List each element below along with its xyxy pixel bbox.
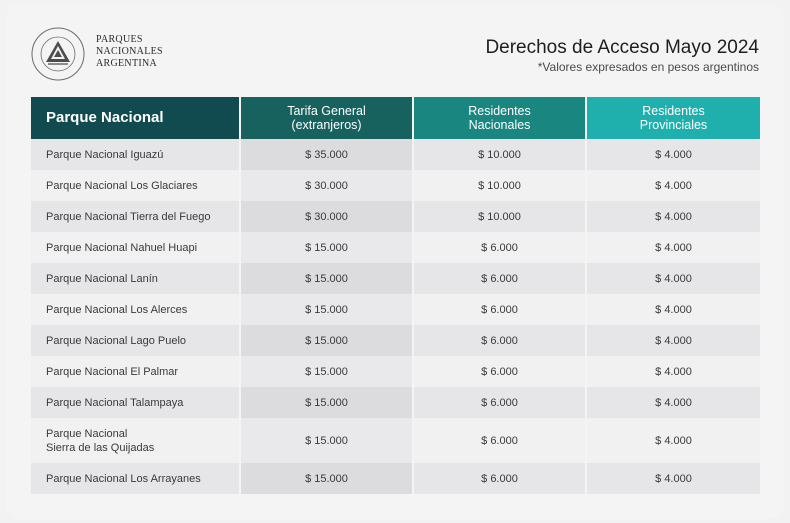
general-fee-cell: $ 15.000	[241, 294, 414, 325]
park-name-cell	[31, 232, 241, 263]
park-name-line: Parque Nacional El Palmar	[46, 365, 179, 378]
logo-line: ARGENTINA	[96, 58, 158, 69]
general-fee-cell: $ 15.000	[241, 387, 414, 418]
park-name-line: Parque Nacional Lanín	[46, 272, 158, 285]
provincial-fee-cell: $ 4.000	[587, 263, 760, 294]
page-title: Derechos de Acceso Mayo 2024	[485, 37, 759, 58]
national-fee-cell: $ 6.000	[414, 232, 587, 263]
provincial-fee-cell: $ 4.000	[587, 170, 760, 201]
table-row	[31, 263, 760, 294]
national-fee-cell: $ 6.000	[414, 263, 587, 294]
national-fee-cell: $ 6.000	[414, 294, 587, 325]
column-header-general	[241, 97, 414, 139]
provincial-fee-cell: $ 4.000	[587, 418, 760, 463]
general-fee-cell: $ 15.000	[241, 418, 414, 463]
parques-nacionales-seal-icon	[30, 26, 86, 82]
table-row	[31, 201, 760, 232]
park-name-cell	[31, 263, 241, 294]
general-fee-cell: $ 30.000	[241, 201, 414, 232]
table-row	[31, 325, 760, 356]
table-row	[31, 232, 760, 263]
national-fee-cell: $ 10.000	[414, 139, 587, 170]
general-fee-cell: $ 35.000	[241, 139, 414, 170]
park-name-line: Parque Nacional Talampaya	[46, 396, 184, 409]
logo-line: PARQUES	[96, 34, 143, 45]
national-fee-cell: $ 10.000	[414, 170, 587, 201]
logo-wordmark	[96, 34, 163, 70]
general-fee-cell: $ 15.000	[241, 356, 414, 387]
provincial-fee-cell: $ 4.000	[587, 139, 760, 170]
park-name-line: Parque Nacional Los Glaciares	[46, 179, 198, 192]
park-name-line: Parque Nacional	[46, 427, 128, 440]
general-fee-cell: $ 15.000	[241, 325, 414, 356]
table-row	[31, 418, 760, 463]
general-fee-cell: $ 15.000	[241, 263, 414, 294]
page-subtitle: *Valores expresados en pesos argentinos	[537, 60, 759, 74]
column-header-nacionales	[414, 97, 587, 139]
column-header-label: (extranjeros)	[291, 118, 362, 132]
national-fee-cell: $ 6.000	[414, 463, 587, 494]
logo-line: NACIONALES	[96, 46, 163, 57]
column-header-label: Tarifa General	[287, 104, 366, 118]
park-name-cell	[31, 387, 241, 418]
provincial-fee-cell: $ 4.000	[587, 356, 760, 387]
national-fee-cell: $ 6.000	[414, 325, 587, 356]
column-header-label: Residentes	[642, 104, 705, 118]
column-header-label: Parque Nacional	[46, 109, 164, 126]
table-row	[31, 387, 760, 418]
column-header-label: Provinciales	[639, 118, 708, 132]
park-name-cell	[31, 201, 241, 232]
provincial-fee-cell: $ 4.000	[587, 387, 760, 418]
general-fee-cell: $ 15.000	[241, 232, 414, 263]
table-header-row	[31, 97, 760, 139]
column-header-park	[31, 97, 241, 139]
national-fee-cell: $ 6.000	[414, 387, 587, 418]
provincial-fee-cell: $ 4.000	[587, 325, 760, 356]
park-name-cell	[31, 418, 241, 463]
provincial-fee-cell: $ 4.000	[587, 201, 760, 232]
park-name-line: Sierra de las Quijadas	[46, 441, 155, 454]
park-name-line: Parque Nacional Los Arrayanes	[46, 472, 201, 485]
national-fee-cell: $ 6.000	[414, 418, 587, 463]
park-name-line: Parque Nacional Lago Puelo	[46, 334, 187, 347]
general-fee-cell: $ 30.000	[241, 170, 414, 201]
column-header-provinciales	[587, 97, 760, 139]
park-name-line: Parque Nacional Tierra del Fuego	[46, 210, 211, 223]
provincial-fee-cell: $ 4.000	[587, 232, 760, 263]
national-fee-cell: $ 10.000	[414, 201, 587, 232]
park-name-cell	[31, 356, 241, 387]
park-name-line: Parque Nacional Los Alerces	[46, 303, 188, 316]
table-row	[31, 170, 760, 201]
table-row	[31, 139, 760, 170]
park-name-cell	[31, 139, 241, 170]
column-header-label: Residentes	[468, 104, 531, 118]
column-header-label: Nacionales	[468, 118, 531, 132]
table-body	[31, 139, 760, 494]
table-row	[31, 463, 760, 494]
table-row	[31, 294, 760, 325]
national-fee-cell: $ 6.000	[414, 356, 587, 387]
park-name-line: Parque Nacional Iguazú	[46, 148, 164, 161]
provincial-fee-cell: $ 4.000	[587, 294, 760, 325]
park-name-cell	[31, 170, 241, 201]
provincial-fee-cell: $ 4.000	[587, 463, 760, 494]
park-name-cell	[31, 294, 241, 325]
fees-table	[31, 97, 760, 494]
park-name-cell	[31, 325, 241, 356]
park-name-cell	[31, 463, 241, 494]
park-name-line: Parque Nacional Nahuel Huapi	[46, 241, 198, 254]
general-fee-cell: $ 15.000	[241, 463, 414, 494]
table-row	[31, 356, 760, 387]
